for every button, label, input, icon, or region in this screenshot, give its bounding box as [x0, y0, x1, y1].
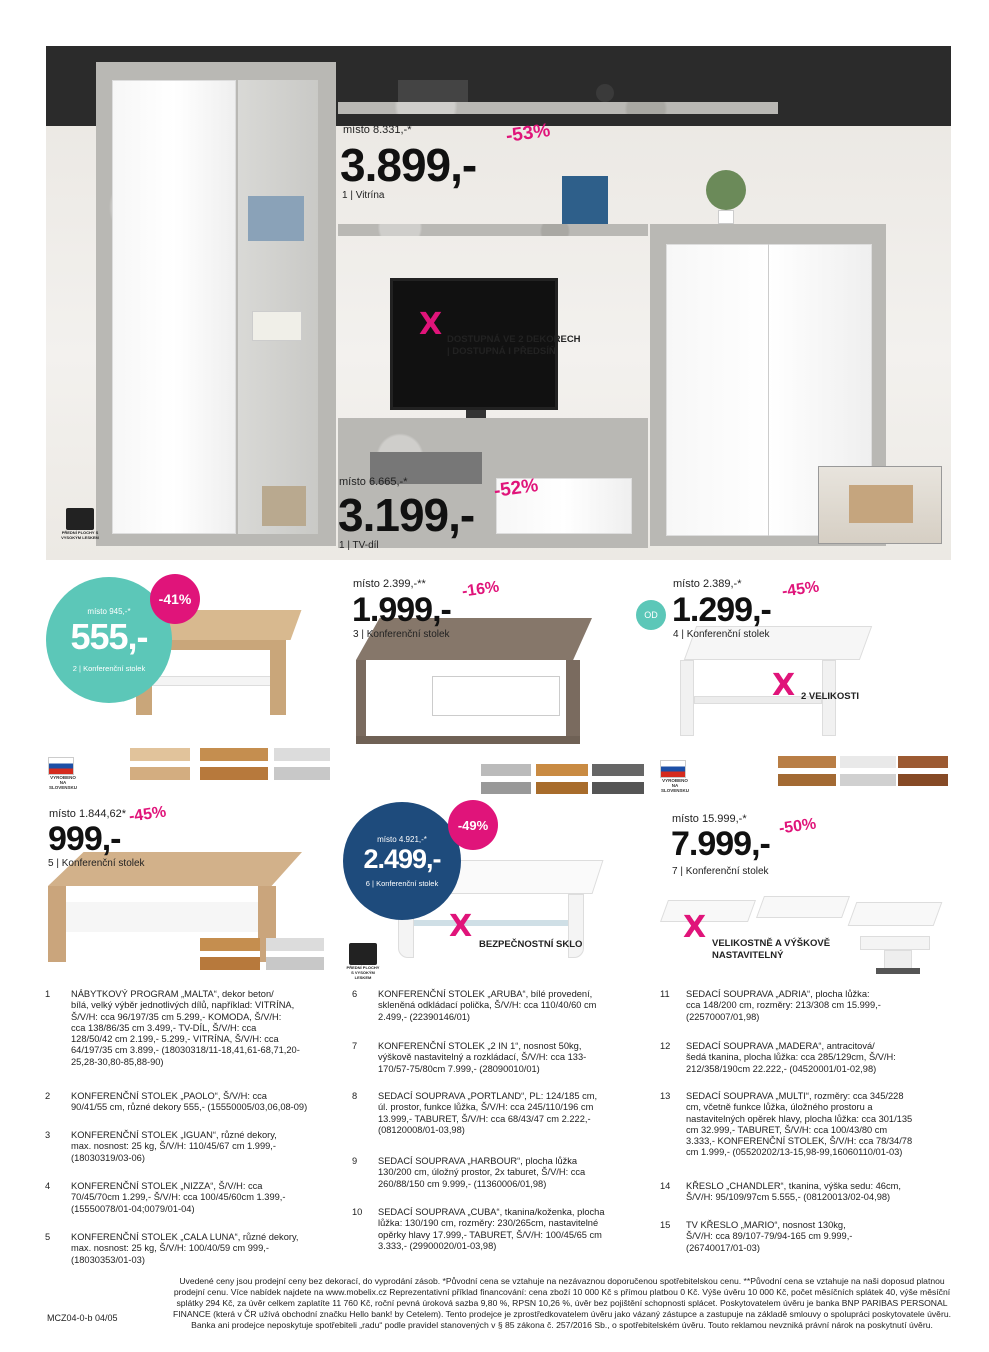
tvdil-label: 1 | TV-díl [339, 540, 379, 551]
shelf-vase [596, 84, 614, 102]
vitrina-books [248, 196, 304, 241]
legend-line: SEDACÍ SOUPRAVA „CUBA“, tkanina/koženka, plocha [378, 1207, 605, 1217]
product-6-price: 2.499,- [363, 843, 441, 874]
vitrina-label: 1 | Vitrína [342, 190, 385, 201]
legend-item-number: 7 [352, 1041, 358, 1051]
legend-item-number: 3 [45, 1130, 51, 1140]
legend-line: 3.333,- KONFERENČNÍ STOLEK, Š/V/H: cca 78/34/78 [686, 1136, 913, 1147]
legend-item-text [378, 1041, 586, 1075]
made-in-slovakia-badge [48, 757, 78, 790]
high-gloss-badge-text: PŘEDNÍ PLOCHY S VYSOKÝM LESKEM [61, 530, 99, 540]
legend-line: TV KŘESLO „MARIO“, nosnost 130kg, [686, 1220, 846, 1230]
table-leg [680, 660, 694, 736]
tvdil-discount: -52% [492, 475, 540, 502]
legend-line: (22570007/01,98) [686, 1011, 760, 1022]
room-thumbnail-furniture [849, 485, 913, 523]
legend-line: (18030319/03-06) [71, 1152, 145, 1163]
legend-line: NÁBYTKOVÝ PROGRAM „MALTA“, dekor beton/ [71, 989, 274, 999]
wall-shelf [338, 102, 778, 114]
legend-item-number: 15 [660, 1220, 671, 1230]
legend-line: KONFERENČNÍ STOLEK „ARUBA“, bílé provedení, [378, 989, 593, 999]
high-gloss-badge-text: PŘEDNÍ PLOCHY S VYSOKÝM LESKEM [346, 965, 380, 980]
legend-item-number: 6 [352, 989, 358, 999]
product-6-discount: -49% [448, 800, 498, 850]
product-7-note-line1: VELIKOSTNĚ A VÝŠKOVĚ [712, 938, 831, 949]
tvdil-price: 3.199,- [338, 489, 475, 541]
legend-line: nastavitelných opěrek hlavy, plocha lůžka: cca 301/135 [686, 1113, 913, 1124]
legend-line: SEDACÍ SOUPRAVA „HARBOUR“, plocha lůžka [378, 1156, 578, 1166]
table-piece [756, 896, 850, 918]
vitrina-papers [252, 311, 302, 341]
product-3-discount: -16% [460, 578, 501, 601]
legend-item-text [378, 1091, 597, 1136]
product-6-note: BEZPEČNOSTNÍ SKLO [479, 939, 583, 950]
legend-line: KONFERENČNÍ STOLEK „IGUAN“, různé dekory, [71, 1130, 277, 1140]
x-mark-icon: X [449, 909, 473, 944]
product-3-old-price: místo 2.399,-** [353, 578, 426, 590]
legend-line: SEDACÍ SOUPRAVA „PORTLAND“, PL: 124/185 cm, [378, 1091, 598, 1101]
vitrina-door [112, 80, 236, 534]
legend-item-number: 5 [45, 1232, 51, 1242]
legend-item-number: 11 [660, 989, 670, 999]
product-3-label: 3 | Konferenční stolek [353, 629, 450, 640]
legend-line: 212/358/190cm 22.222,- (04520001/01-02,98) [686, 1063, 877, 1074]
legend-line: 13.999,- TABURET, Š/V/H: cca 68/43/47 cm 2.222,- [378, 1113, 591, 1124]
tv-shelf-books [562, 176, 608, 224]
legend-item-text [71, 1181, 285, 1215]
legend-line: max. nosnost: 25 kg, Š/V/H: 110/45/67 cm 1.999,- [71, 1141, 276, 1152]
tv-shelf [338, 224, 648, 236]
legend-line: KONFERENČNÍ STOLEK „CALA LUNA“, různé dekory, [71, 1232, 299, 1242]
made-in-slovakia-badge [660, 760, 690, 793]
legend-line: šedá tkanina, plocha lůžka: cca 285/129cm, Š/V/H: [686, 1052, 896, 1063]
variant-walnut [778, 756, 836, 786]
variant-oak [536, 764, 588, 794]
high-gloss-badge [60, 508, 100, 540]
legend-line: cm, včetně funkce lůžka, úložného prostoru a [686, 1102, 873, 1113]
legend-line: cca 138/86/35 cm 3.499,- TV-DÍL, Š/V/H: cca [71, 1022, 257, 1033]
product-5-price: 999,- [48, 820, 121, 858]
variant-oak [130, 748, 190, 780]
legend-line: SEDACÍ SOUPRAVA „MADERA“, antracitová/ [686, 1041, 875, 1051]
legend-item-number: 12 [660, 1041, 671, 1051]
product-7-discount: -50% [777, 815, 818, 838]
product-5-label: 5 | Konferenční stolek [48, 858, 145, 869]
table-shelf [66, 902, 258, 932]
table-base [356, 736, 580, 744]
legend-line: max. nosnost: 25 kg, Š/V/H: 100/40/59 cm 999,- [71, 1243, 269, 1254]
hero-note [447, 334, 581, 358]
shelf-books [398, 80, 468, 102]
legend-line: opěrky hlavy 17.999,- TABURET, Š/V/H: 100/45/65 cm [378, 1229, 602, 1240]
product-4-from-badge: OD [636, 600, 666, 630]
variant-grey [274, 748, 330, 780]
product-7-note [712, 938, 830, 962]
product-6-circle [343, 802, 461, 920]
product-6-old-price: místo 4.921,-* [377, 834, 427, 844]
table-leg [270, 650, 286, 715]
legend-line: Š/V/H: cca 89/107-79/94-165 cm 9.999,- [686, 1231, 853, 1242]
legend-line: (15550078/01-04;0079/01-04) [71, 1203, 195, 1214]
product-2-discount: -41% [150, 574, 200, 624]
table-pedestal [884, 950, 912, 970]
product-4-old-price: místo 2.389,-* [673, 578, 742, 590]
table-shelf [146, 676, 276, 686]
legend-item-number: 14 [660, 1181, 671, 1191]
legend-item-number: 9 [352, 1156, 358, 1166]
tv-stand [466, 410, 486, 418]
product-7-price: 7.999,- [671, 825, 770, 863]
plant [706, 170, 746, 210]
product-6-label: 6 | Konferenční stolek [365, 878, 439, 888]
legend-item-text [71, 989, 300, 1068]
high-gloss-badge [346, 943, 380, 980]
glass-shelf [414, 920, 568, 926]
page-code: MCZ04-0-b 04/05 [47, 1313, 118, 1323]
made-in-text: VYROBENO NA SLOVENSKU [48, 775, 77, 790]
legend-item-number: 8 [352, 1091, 358, 1101]
legend-line: lůžka: 130/190 cm, rozměry: 230/265cm, nastavitelné [378, 1218, 599, 1229]
table-side [356, 660, 366, 740]
legend-line: (18030353/01-03) [71, 1254, 145, 1265]
product-4-discount: -45% [780, 578, 821, 601]
legend-line: cm 32.999,- TABURET, Š/V/H: cca 100/43/80 cm [686, 1124, 888, 1135]
hero-note-line2: | DOSTUPNÁ I PŘEDSÍŇ [447, 346, 556, 357]
legend-line: SEDACÍ SOUPRAVA „MULTI“, rozměry: cca 345/228 [686, 1091, 904, 1101]
legend-item-text [686, 1041, 896, 1075]
legend-line: skleněná odkládací polička, Š/V/H: cca 110/40/60 cm [378, 1000, 597, 1011]
legend-line: výškově nastavitelný a rozkládací, Š/V/H: cca 133- [378, 1052, 587, 1063]
legend-item-text [378, 1207, 605, 1252]
product-7-label: 7 | Konferenční stolek [672, 866, 769, 877]
product-7-old-price: místo 15.999,-* [672, 813, 747, 825]
table-side [566, 660, 580, 740]
product-5-discount: -45% [127, 803, 168, 826]
legend-line: 2.499,- (22390146/01) [378, 1011, 471, 1022]
slovak-flag-icon [660, 760, 686, 778]
legend-line: 90/41/55 cm, různé dekory 555,- (15550005/03,06,08-09) [71, 1102, 308, 1113]
legend-line: KŘESLO „CHANDLER“, tkanina, výška sedu: 46cm, [686, 1181, 901, 1191]
table-base [876, 968, 920, 974]
product-4-price: 1.299,- [672, 591, 771, 629]
x-mark-icon: X [683, 910, 707, 945]
product-2-old-price: místo 945,-* [87, 607, 131, 616]
variant-walnut [200, 748, 268, 780]
vitrina-price: 3.899,- [340, 139, 477, 191]
legend-line: úl. prostor, funkce lůžka, Š/V/H: cca 245/110/196 cm [378, 1102, 594, 1113]
legend-item-text [686, 989, 881, 1023]
legend-item-text [71, 1091, 307, 1114]
legend-line: SEDACÍ SOUPRAVA „ADRIA“, plocha lůžka: [686, 989, 870, 999]
table-top [860, 936, 930, 950]
product-5-old-price: místo 1.844,62* [49, 808, 127, 820]
legend-item-text [686, 1220, 852, 1254]
product-2-price: 555,- [70, 616, 148, 657]
table-side [48, 886, 66, 962]
legend-item-number: 2 [45, 1091, 51, 1101]
legend-item-number: 13 [660, 1091, 671, 1101]
table-piece [848, 902, 943, 926]
legend-line: KONFERENČNÍ STOLEK „PAOLO“, Š/V/H: cca [71, 1091, 267, 1101]
legend-item-text [686, 1091, 912, 1159]
variant-walnut [200, 938, 260, 970]
x-mark-icon: X [772, 668, 796, 703]
legend-item-number: 1 [45, 989, 51, 999]
footer-disclaimer: Uvedené ceny jsou prodejní ceny bez dekorací, do vyprodání zásob. *Původní cena se vztahuje na nezávaznou doporučenou spotřebitelskou cenu. **Původní cena se vztahuje na naši doposud platnou prodejní cenu. Více nabídek najdete na www.mobelix.cz Reprezentativní příklad financování: cena zboží 10 000 Kč s přímou platbou 0 Kč. Výše úvěru 10 000 Kč, počet měsíčních splátek 40, výše měsíční splátky 294 Kč, za úvěr celkem zaplatíte 11 760 Kč, roční pevná úroková sazba 9,80 %, RPSN 10,26 %, úvěr bez pojištění schopnosti splácet. Poskytovatelem úvěru je banka BNP PARIBAS PERSONAL FINANCE (která v ČR užívá obchodní značku Hello bank! by Cetelem). Tento prodejce je zprostředkovatelem úvěru jako vázaný zástupce a zastupuje na základě smlouvy o spolupráci poskytovatele úvěru. Banka ani prodejce neposkytuje spotřebiteli „radu“ podle pravidel stanovených v § 85 zákona č. 257/2016 Sb., o spotřebitelském úvěru. Touto reklamou nevzniká právní nárok na poskytnutí úvěru. [173, 1276, 951, 1330]
hero-note-line1: DOSTUPNÁ VE 2 DEKORECH [447, 334, 581, 345]
product-4-label: 4 | Konferenční stolek [673, 629, 770, 640]
legend-line: 64/197/35 cm 3.899,- (18030318/11-18,41,61-68,71,20- [71, 1045, 300, 1056]
sparkle-icon [66, 508, 94, 530]
legend-item-text [686, 1181, 901, 1204]
legend-line: 70/45/70cm 1.299,- Š/V/H: cca 100/45/60cm 1.399,- [71, 1192, 286, 1203]
legend-item-text [71, 1232, 299, 1266]
tvdil-old-price: místo 6.665,-* [339, 476, 408, 488]
legend-item-number: 4 [45, 1181, 51, 1191]
variant-grey [481, 764, 531, 794]
legend-line: (08120008/01-03,98) [378, 1124, 465, 1135]
slovak-flag-icon [48, 757, 74, 775]
vitrina-old-price: místo 8.331,-* [343, 124, 412, 136]
legend-line: 130/200 cm, úložný prostor, 2x taburet, Š/V/H: cca [378, 1167, 586, 1178]
table-piece [660, 900, 756, 922]
product-3-price: 1.999,- [352, 591, 451, 629]
product-7-note-line2: NASTAVITELNÝ [712, 950, 784, 961]
vitrina-stack [262, 486, 306, 526]
legend-item-text [378, 1156, 585, 1190]
variant-dark [592, 764, 644, 794]
legend-line: Š/V/H: 95/109/97cm 5.555,- (08120013/02-04,98) [686, 1192, 891, 1203]
legend-line: 25,28-30,80-85,88-90) [71, 1056, 164, 1067]
vitrina-glass [238, 80, 318, 534]
vitrina-discount: -53% [504, 120, 552, 147]
product-4-note: 2 VELIKOSTI [801, 691, 860, 702]
variant-grey [266, 938, 324, 970]
legend-item-number: 10 [352, 1207, 363, 1217]
made-in-text: VYROBENO NA SLOVENSKU [660, 778, 689, 793]
komoda-split [768, 244, 769, 536]
product-2-label: 2 | Konferenční stolek [72, 664, 146, 673]
sparkle-icon [349, 943, 377, 965]
legend-item-text [71, 1130, 277, 1164]
legend-line: (26740017/01-03) [686, 1242, 760, 1253]
legend-line: KONFERENČNÍ STOLEK „2 IN 1“, nosnost 50kg, [378, 1041, 582, 1051]
legend-line: bílá, velký výběr jednotlivých dílů, například: VITRÍNA, [71, 1000, 295, 1011]
room-thumbnail [818, 466, 942, 544]
legend-item-text [378, 989, 596, 1023]
variant-white [840, 756, 896, 786]
x-mark-icon: X [419, 307, 443, 342]
legend-line: 170/57-75/80cm 7.999,- (28090010/01) [378, 1063, 540, 1074]
legend-line: 128/50/42 cm 2.199,- 5.299,- VITRÍNA, Š/V/H: cca [71, 1034, 279, 1045]
legend-line: 260/88/150 cm 9.999,- (11360006/01,98) [378, 1178, 547, 1189]
table-drawer [432, 676, 560, 716]
legend-line: cm 1.999,- (05520202/13-15,98-99,16060110/01-03) [686, 1147, 903, 1158]
legend-line: cca 148/200 cm, rozměry: 213/308 cm 15.999,- [686, 1000, 881, 1011]
legend-line: Š/V/H: cca 96/197/35 cm 5.299,- KOMODA, Š/V/H: [71, 1011, 282, 1022]
legend-line: 3.333,- (29900020/01-03,98) [378, 1240, 497, 1251]
legend-line: KONFERENČNÍ STOLEK „NIZZA“, Š/V/H: cca [71, 1181, 263, 1191]
plant-pot [718, 210, 734, 224]
variant-dark-oak [898, 756, 948, 786]
